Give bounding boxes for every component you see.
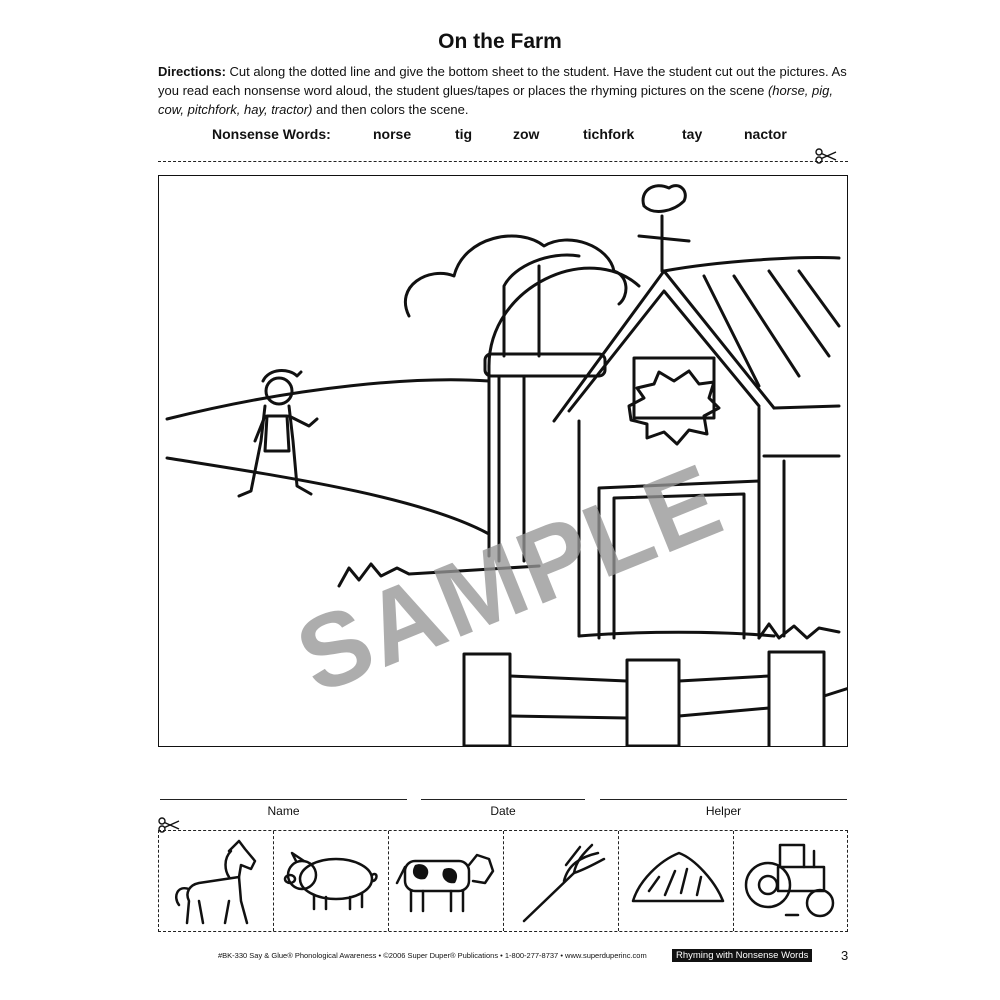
directions-text <box>158 62 848 119</box>
page-number: 3 <box>841 948 849 963</box>
directions-word-list: (horse, pig, cow, pitchfork, hay, tractor) <box>158 83 833 117</box>
tractor-picture <box>734 831 847 931</box>
hay-picture <box>619 831 734 931</box>
date-label: Date <box>490 804 516 818</box>
name-label: Name <box>267 804 300 818</box>
nonsense-word-nactor: nactor <box>744 126 787 142</box>
directions-tail: and then colors the scene. <box>312 102 469 117</box>
cow-picture <box>389 831 504 931</box>
date-line <box>421 799 585 800</box>
directions-body: Cut along the dotted line and give the bottom sheet to the student. Have the student cut out the pictures. As you read each nonsense word aloud, the student glues/tapes or places the rhyming pictures on the scene <box>158 64 847 98</box>
page-title: On the Farm <box>438 30 562 53</box>
pig-picture <box>274 831 389 931</box>
nonsense-words-label: Nonsense Words: <box>212 126 331 142</box>
scissors-icon <box>815 148 837 168</box>
sample-watermark: SAMPLE <box>281 441 739 717</box>
nonsense-word-tig: tig <box>455 126 473 142</box>
pitchfork-picture <box>504 831 619 931</box>
nonsense-word-tay: tay <box>682 126 703 142</box>
nonsense-word-zow: zow <box>513 126 540 142</box>
cutout-picture-cards <box>158 830 848 932</box>
nonsense-word-tichfork: tichfork <box>583 126 635 142</box>
helper-line <box>600 799 847 800</box>
footer-text: #BK-330 Say & Glue® Phonological Awareness • ©2006 Super Duper® Publications • 1-800-277-8737 • www.superduperinc.com <box>218 951 647 960</box>
helper-label: Helper <box>705 804 742 818</box>
directions-label: Directions: <box>158 64 226 79</box>
footer-tag: Rhyming with Nonsense Words <box>672 949 812 962</box>
top-cut-line <box>158 161 848 162</box>
name-line <box>160 799 407 800</box>
nonsense-word-norse: norse <box>373 126 412 142</box>
horse-picture <box>159 831 274 931</box>
